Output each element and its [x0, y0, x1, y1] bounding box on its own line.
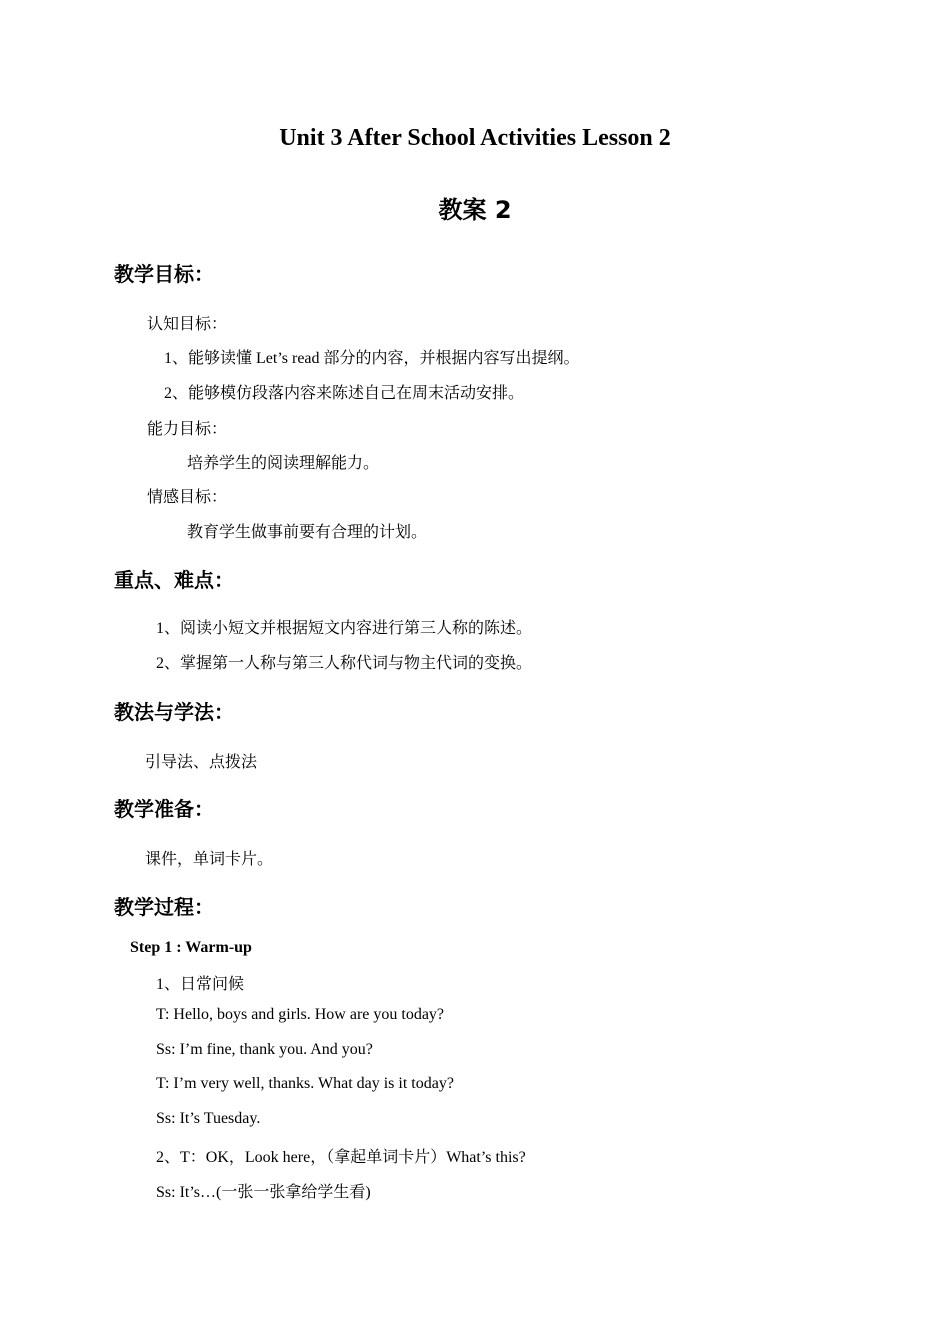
emotion-objective-text: 教育学生做事前要有合理的计划。 — [187, 524, 428, 541]
preparation-heading: 教学准备： — [114, 797, 214, 821]
ability-objectives-label: 能力目标： — [147, 421, 228, 438]
key-point-item: 1、阅读小短文并根据短文内容进行第三人称的陈述。 — [156, 620, 533, 637]
methods-heading: 教法与学法： — [114, 700, 234, 724]
preparation-text: 课件，单词卡片。 — [145, 851, 274, 868]
methods-text: 引导法、点拨法 — [145, 754, 258, 771]
ability-objective-text: 培养学生的阅读理解能力。 — [187, 455, 380, 472]
process-line: Ss: I’m fine, thank you. And you? — [156, 1041, 373, 1058]
objectives-heading: 教学目标： — [114, 262, 214, 286]
cognitive-objective-item: 2、能够模仿段落内容来陈述自己在周末活动安排。 — [164, 385, 525, 402]
document-title: Unit 3 After School Activities Lesson 2 — [279, 125, 671, 151]
key-points-heading: 重点、难点： — [114, 568, 234, 592]
process-heading: 教学过程： — [114, 895, 214, 919]
process-line: T: I’m very well, thanks. What day is it today? — [156, 1075, 454, 1092]
process-line: T: Hello, boys and girls. How are you today? — [156, 1006, 445, 1023]
process-line: Ss: It’s Tuesday. — [156, 1110, 261, 1127]
process-line: 2、T：OK，Look here，（拿起单词卡片）What’s this? — [156, 1149, 526, 1166]
key-point-item: 2、掌握第一人称与第三人称代词与物主代词的变换。 — [156, 655, 533, 672]
emotion-objectives-label: 情感目标： — [147, 489, 228, 506]
cognitive-objectives-label: 认知目标： — [147, 316, 228, 333]
document-subtitle: 教案 2 — [438, 196, 512, 224]
process-line: 1、日常问候 — [156, 976, 245, 993]
cognitive-objective-item: 1、能够读懂 Let’s read 部分的内容，并根据内容写出提纲。 — [164, 350, 580, 367]
process-line: Ss: It’s…(一张一张拿给学生看) — [156, 1184, 371, 1201]
step1-title: Step 1 : Warm-up — [130, 939, 252, 956]
